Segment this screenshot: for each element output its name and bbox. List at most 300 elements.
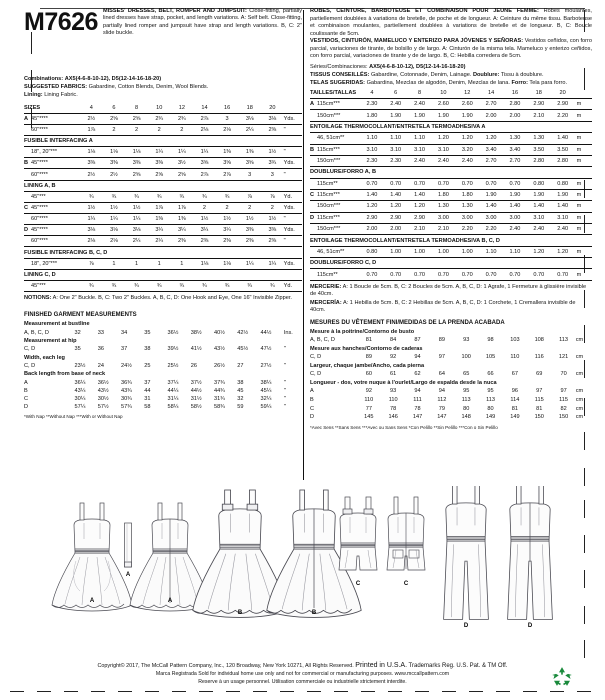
- yardage-cell: 3¼: [223, 227, 231, 234]
- table-section-row: [24, 182, 302, 191]
- yardage-cell: 3.10: [414, 146, 426, 153]
- yardage-cell: 2.00: [509, 112, 521, 119]
- size-header-cell: 8: [418, 89, 422, 96]
- row-label: [310, 192, 360, 201]
- english-description: [103, 8, 302, 37]
- yardage-cell: 2⅜: [177, 238, 186, 245]
- yardage-cell: 3.10: [557, 214, 569, 221]
- measurement-cell: 39½: [167, 346, 179, 353]
- size-header-cell: 10: [156, 104, 163, 111]
- fabric-width: 115cm***: [317, 192, 340, 199]
- row-label: D: [24, 404, 29, 411]
- yardage-cell: ¾: [88, 283, 94, 290]
- finished-measurement-table: [310, 336, 592, 345]
- yardage-cell: 2.40: [414, 101, 426, 108]
- yardage-cell: 2.40: [461, 158, 473, 165]
- yardage-cell: 1⅞: [177, 204, 186, 211]
- yardage-cell: 2.10: [414, 226, 426, 233]
- yardage-cell: 1.90: [533, 192, 545, 199]
- measurement-cell: 43¾: [121, 387, 132, 394]
- table-row: [24, 283, 302, 292]
- view-letter: A: [310, 101, 315, 108]
- measurement-group-label: Measurement at bustline: [24, 321, 90, 328]
- yardage-cell: 1: [157, 260, 161, 267]
- yardage-cell: 3.10: [533, 214, 545, 221]
- measurement-cell: 69: [536, 371, 543, 378]
- fabric-width: 115cm***: [317, 214, 340, 221]
- measurement-cell: 94: [414, 354, 421, 361]
- yardage-cell: ¾: [156, 193, 162, 200]
- yardage-cell: 1⅞: [87, 126, 96, 133]
- notions-block: [24, 295, 302, 303]
- measurement-cell: 36: [97, 346, 105, 353]
- yardage-cell: 0.70: [557, 271, 569, 278]
- yardage-cell: 1⅛: [200, 260, 209, 267]
- yardage-cell: 1.20: [437, 135, 449, 142]
- yardage-cell: 1⅛: [223, 260, 231, 267]
- measurement-cell: 66: [487, 371, 494, 378]
- yardage-cell: 0.70: [437, 180, 449, 187]
- fabric-width: 45"***: [31, 193, 46, 200]
- yardage-cell: 3.10: [390, 146, 402, 153]
- yardage-cell: 3⅜: [110, 160, 118, 167]
- garment-illustrations-svg: [0, 486, 605, 636]
- yardage-cell: 3.50: [533, 146, 545, 153]
- row-label: [24, 149, 80, 158]
- measurement-cell: 100: [461, 354, 471, 361]
- yardage-cell: 3⅜: [268, 227, 277, 234]
- yardage-cell: 3½: [177, 160, 186, 167]
- fabric-width: 45"****: [31, 115, 48, 122]
- table-section-row: [310, 124, 592, 133]
- table-row: [24, 387, 302, 395]
- yardage-cell: 1¼: [268, 260, 277, 267]
- measurement-cell: 108: [534, 337, 544, 344]
- measurement-cell: 93: [390, 388, 397, 395]
- view-letter: D: [24, 227, 29, 234]
- yardage-cell: 1¼: [155, 149, 164, 156]
- unit-cell: Ins.: [283, 329, 293, 336]
- yardage-cell: 1.20: [533, 248, 545, 255]
- measurement-cell: 32¼: [260, 396, 272, 403]
- yardage-cell: 1¼: [245, 260, 254, 267]
- row-label: [24, 260, 80, 269]
- measurement-cell: 150: [558, 414, 569, 421]
- yardage-cell: 2⅞: [223, 171, 231, 178]
- table-row: [310, 405, 592, 414]
- measurement-group-label: Mesure à la poitrine/Contorno de busto: [310, 328, 415, 335]
- yardage-cell: 2.90: [414, 214, 426, 221]
- section-label: DOUBLURE/FORRO C, D: [310, 260, 377, 267]
- measurement-cell: 116: [534, 354, 544, 361]
- unit-cell: ": [283, 379, 286, 386]
- view-letter: B: [310, 146, 315, 153]
- row-label: [310, 271, 360, 280]
- yardage-cell: 2⅜: [268, 238, 277, 245]
- size-header-cell: 18: [246, 104, 253, 111]
- yardage-cell: 1.10: [414, 135, 426, 142]
- unit-cell: m: [576, 203, 582, 210]
- merceria-text: A: 1 Hebilla de 5cm. B, C: 2 Hebillas de 5cm. A, B, C, D: 1 Corchete, 1 Cremallera invisible de 40cm.: [310, 299, 576, 314]
- unit-cell: m: [576, 180, 582, 187]
- measurement-cell: 77: [365, 405, 372, 412]
- yardage-cell: 0.70: [414, 271, 426, 278]
- yardage-cell: 1.10: [509, 248, 521, 255]
- measurement-cell: 81: [511, 405, 518, 412]
- view-letter: B: [24, 160, 29, 167]
- section-label: LINING C, D: [24, 271, 56, 278]
- yardage-cell: 1.40: [390, 192, 402, 199]
- yardage-cell: 3: [225, 115, 229, 122]
- measurement-cell: 27: [237, 363, 244, 370]
- mercerie-text: A: 1 Boucle de 5cm. B, C: 2 Boucles de 5cm. A, B, C, D: 1 Agrafe, 1 Fermeture à glissière invisible de 40cm.: [310, 283, 587, 298]
- measurement-cell: 57½: [97, 404, 109, 411]
- unit-cell: Yds.: [283, 115, 295, 122]
- yardage-cell: 3⅜: [245, 227, 254, 234]
- combinations-block: [24, 75, 302, 99]
- yardage-cell: ⅞: [247, 193, 253, 200]
- fabric-width: 150cm***: [317, 158, 341, 165]
- yardage-cell: 3.10: [437, 146, 449, 153]
- yardage-cell: 2.00: [485, 112, 497, 119]
- yardage-cell: 1½: [223, 216, 231, 223]
- table-row: [24, 127, 302, 136]
- yardage-cell: 2.20: [461, 226, 473, 233]
- measurement-cell: 44½: [260, 329, 272, 336]
- yardage-cell: 1½: [200, 216, 209, 223]
- illustration-jumpsuit-d-front: [444, 486, 489, 619]
- fabric-width: 115cm**: [317, 180, 338, 187]
- measurement-cell: 92: [390, 354, 397, 361]
- measurement-cell: 37: [121, 346, 128, 353]
- yardage-cell: 2½: [87, 171, 96, 178]
- unit-cell: m: [576, 192, 582, 199]
- yardage-cell: 1¼: [200, 149, 209, 156]
- table-row: [24, 205, 302, 214]
- footer-line-1: [0, 662, 605, 670]
- table-row: [24, 115, 302, 124]
- yardage-cell: 1.40: [509, 203, 521, 210]
- table-row: [310, 226, 592, 235]
- fabric-width: 115cm***: [317, 146, 340, 153]
- yardage-cell: 2.70: [485, 101, 497, 108]
- yardage-cell: ¾: [134, 193, 139, 200]
- fabric-width: 60"****: [31, 238, 48, 245]
- size-header-cell: 6: [394, 89, 398, 96]
- forro-label: Forro:: [511, 79, 528, 86]
- yardage-cell: 1⅛: [132, 149, 141, 156]
- fabric-width: 150cm***: [317, 226, 341, 233]
- measurement-cell: 30½: [97, 396, 109, 403]
- yardage-cell: 2.00: [366, 226, 378, 233]
- yardage-cell: ¾: [156, 283, 162, 290]
- mercerie-label: MERCERIE:: [310, 283, 342, 290]
- table-section-row: [310, 237, 592, 246]
- yardage-cell: 1.80: [366, 112, 378, 119]
- view-letter: C: [310, 192, 315, 199]
- yardage-cell: 1⅛: [87, 149, 96, 156]
- table-section-row: [24, 138, 302, 147]
- footer-line-3: Reserve à un usage personnel. Utilisation commerciale ou industrielle strictement interdite.: [198, 679, 407, 685]
- heading-row: [24, 8, 302, 37]
- combinations-line: [24, 75, 302, 83]
- measurement-cell: 113: [559, 337, 569, 344]
- row-label: [24, 227, 80, 236]
- printed-in-usa: Printed in U.S.A.: [355, 662, 408, 669]
- english-column: [24, 8, 302, 420]
- yardage-cell: 1.40: [557, 203, 569, 210]
- yardage-cell: 3⅝: [245, 160, 254, 167]
- table-row: [24, 260, 302, 269]
- measurement-cell: 24½: [121, 363, 132, 370]
- finished-measurement-table: [310, 387, 592, 421]
- measurement-cell: 60: [365, 371, 372, 378]
- table-row: [310, 396, 592, 405]
- measurement-cell: 30¼: [74, 396, 86, 403]
- yardage-cell: 0.80: [366, 248, 378, 255]
- table-row: [310, 271, 592, 280]
- measurement-cell: 32: [237, 396, 244, 403]
- yardage-cell: 1.40: [366, 192, 378, 199]
- yardage-cell: 1½: [132, 204, 141, 211]
- measurement-cell: 149: [510, 414, 520, 421]
- yardage-cell: 3.40: [485, 146, 497, 153]
- unit-cell: m: [576, 146, 582, 153]
- yardage-cell: 2.70: [509, 158, 521, 165]
- measurement-cell: 33: [97, 329, 105, 336]
- yardage-cell: 3⅜: [155, 160, 164, 167]
- yardage-cell: 2⅛: [87, 238, 96, 245]
- unit-cell: m: [576, 226, 582, 233]
- footer-line-2: Marca Registrada Sold for individual home use only and not for commercial or manufacturing purposes. www.mccallpattern.com: [155, 671, 450, 677]
- table-row: [24, 238, 302, 247]
- table-row: [310, 180, 592, 189]
- table-row: [310, 101, 592, 110]
- view-label-a2: A: [167, 598, 173, 604]
- finished-measurements-metric: [310, 319, 592, 431]
- yardage-cell: 2.80: [557, 158, 569, 165]
- doublure-label: Doublure:: [472, 71, 500, 78]
- yardage-cell: 2: [270, 204, 274, 211]
- yardage-cell: 1.30: [437, 203, 449, 210]
- spanish-body: Vestidos ceñidos, con forro parcial, variaciones de tirante, de bolsillo y de largo. A: Cinturón de la misma tela. Mameluco y enterizo ceñidos, con forro parcial, variaciones de tirante y de de largo. B, C: Hebilla corredera de 5cm.: [310, 38, 592, 59]
- unit-cell: ": [283, 126, 286, 133]
- yardage-cell: 0.70: [485, 180, 497, 187]
- notions-text: A: One 2" Buckle. B, C: Two 2" Buckles. A, B, C, D: One Hook and Eye, One 16" Invisible Zipper.: [52, 294, 292, 301]
- yardage-cell: 3⅜: [132, 160, 141, 167]
- measurement-cell: 36¾: [121, 379, 132, 386]
- yardage-cell: 2⅝: [132, 171, 141, 178]
- yardage-cell: 1¼: [87, 216, 96, 223]
- measurement-cell: 58¾: [214, 404, 225, 411]
- unit-cell: m: [576, 112, 582, 119]
- finished-title: FINISHED GARMENT MEASUREMENTS: [24, 312, 137, 319]
- lining-line: [24, 91, 302, 99]
- yardage-cell: 2.90: [557, 101, 569, 108]
- measurement-cell: 31½: [190, 396, 202, 403]
- illustration-jumpsuit-d-back: [508, 486, 553, 619]
- row-label: A: [24, 379, 28, 386]
- yardage-cell: 3⅝: [200, 160, 209, 167]
- measurement-cell: 110: [364, 396, 374, 403]
- doublure-value: Tissu à doublure.: [500, 71, 544, 78]
- measurement-cell: 58: [144, 404, 151, 411]
- yardage-cell: 2: [112, 126, 116, 133]
- yardage-cell: 1.20: [557, 248, 569, 255]
- lining-label: Lining:: [24, 92, 43, 99]
- illustration-dress-a-front: [52, 503, 132, 611]
- table-header-row: [310, 90, 592, 99]
- yardage-cell: 1⅛: [110, 149, 118, 156]
- fabric-width: 18", 20"***: [31, 149, 58, 156]
- row-label: C, D: [310, 371, 322, 378]
- table-row: [310, 146, 592, 155]
- unit-cell: cm: [575, 414, 584, 421]
- footer: [0, 662, 605, 686]
- size-header-cell: 12: [464, 89, 471, 96]
- pattern-number: M7626: [24, 8, 98, 36]
- measurement-cell: 57¾: [121, 404, 132, 411]
- combinations-value-fr: AX5(4-6-8-10-12), D5(12-14-16-18-20): [369, 63, 466, 70]
- measurement-group-label: Back length from base of neck: [24, 371, 106, 378]
- table-row: [24, 329, 302, 337]
- info-columns: [0, 8, 605, 483]
- finished-measurements-imperial: [24, 311, 302, 420]
- measurement-cell: 40½: [214, 329, 225, 336]
- fabric-width: 115cm***: [317, 101, 340, 108]
- table-row: [24, 345, 302, 353]
- yardage-cell: 1: [180, 260, 184, 267]
- yardage-cell: 1.90: [414, 112, 426, 119]
- yardage-cell: ¾: [88, 193, 94, 200]
- mercerie-block: [310, 284, 592, 299]
- measurement-cell: 97: [560, 388, 567, 395]
- measurement-cell: 36¼: [74, 379, 86, 386]
- measurement-cell: 59: [237, 404, 244, 411]
- size-header-cell: 18: [535, 89, 542, 96]
- yardage-cell: 2½: [87, 115, 96, 122]
- table-row: [310, 192, 592, 201]
- yardage-cell: ¾: [247, 283, 253, 290]
- measurement-cell: 121: [558, 354, 569, 361]
- yardage-cell: 3.40: [509, 146, 521, 153]
- measurement-cell: 37½: [190, 379, 202, 386]
- yardage-cell: 2⅝: [155, 171, 164, 178]
- unit-cell: m: [576, 101, 582, 108]
- metric-yardage-table: [310, 90, 592, 283]
- yardage-table-body: [24, 104, 302, 294]
- yardage-cell: 1.40: [485, 203, 497, 210]
- yardage-cell: 2.10: [533, 112, 545, 119]
- table-header-label: TAILLES/TALLAS: [310, 89, 357, 96]
- yardage-cell: 2.10: [437, 226, 449, 233]
- english-body: Close-fitting, partially lined dresses have strap, pocket, and length variations. A: Self belt. Close-fitting, partially lined romper and jumpsuit have strap and length variations. B, C: 2" slide buckle.: [102, 8, 302, 36]
- measurement-cell: 145: [364, 414, 374, 421]
- yardage-cell: 0.70: [390, 180, 402, 187]
- yardage-cell: 3.20: [461, 146, 473, 153]
- yardage-cell: 3¼: [155, 227, 164, 234]
- yardage-cell: 2⅜: [245, 238, 254, 245]
- row-label: [24, 193, 80, 202]
- yardage-cell: 1.20: [461, 135, 473, 142]
- yardage-cell: ¾: [111, 283, 117, 290]
- table-section-row: [24, 272, 302, 281]
- table-section-row: [24, 249, 302, 258]
- yardage-cell: 3.00: [485, 214, 497, 221]
- section-label: ENTOILAGE THERMOCOLLANT/ENTRETELA TERMOADHESIVA B, C, D: [310, 237, 500, 244]
- yardage-cell: 0.80: [557, 180, 569, 187]
- yardage-cell: 1½: [87, 204, 96, 211]
- fabric-width: 150cm***: [317, 112, 341, 119]
- yardage-cell: 1.40: [533, 203, 545, 210]
- measurement-cell: 42½: [237, 329, 249, 336]
- yardage-cell: 1⅜: [223, 149, 231, 156]
- measurement-cell: 37: [144, 379, 151, 386]
- fabric-width: 150cm***: [317, 203, 341, 210]
- measurement-cell: 38¼: [260, 379, 272, 386]
- row-label: C, D: [24, 363, 36, 370]
- finished-groups-metric: [310, 328, 592, 422]
- size-header-cell: 20: [269, 104, 276, 111]
- table-row: [24, 227, 302, 236]
- measurement-cell: 27½: [260, 363, 272, 370]
- finished-measurement-table: [24, 379, 302, 412]
- yardage-cell: 2¾: [177, 115, 186, 122]
- yardage-cell: 1½: [110, 204, 118, 211]
- combinations-value: AX5(4-6-8-10-12), D5(12-14-16-18-20): [64, 76, 162, 83]
- row-label: [310, 135, 360, 144]
- measurement-cell: 45¼: [260, 387, 272, 394]
- table-row: [310, 387, 592, 396]
- row-label: [310, 214, 360, 223]
- yardage-cell: 2⅜: [268, 126, 277, 133]
- measurement-cell: 115: [534, 396, 544, 403]
- fabric-width: 46, 51cm**: [317, 248, 345, 255]
- row-label: [310, 112, 360, 121]
- yardage-cell: 2¾: [155, 115, 164, 122]
- table-row: [24, 149, 302, 158]
- measurement-cell: 37¼: [167, 379, 179, 386]
- yardage-cell: 1¼: [132, 216, 141, 223]
- merceria-label: MERCERÍA:: [310, 299, 342, 306]
- row-label: [24, 160, 80, 169]
- measurement-cell: 43½: [97, 387, 109, 394]
- yardage-cell: ¾: [269, 283, 275, 290]
- yardage-cell: 0.70: [461, 271, 473, 278]
- measurement-group-label: Width, each leg: [24, 354, 65, 361]
- register-tick: [584, 640, 585, 658]
- yardage-cell: 2.60: [461, 101, 473, 108]
- yardage-cell: 3.50: [557, 146, 569, 153]
- unit-cell: Yds.: [283, 260, 295, 267]
- section-label: LINING A, B: [24, 182, 56, 189]
- measurement-cell: 148: [461, 414, 471, 421]
- yardage-cell: ¾: [202, 193, 207, 200]
- row-label: A, B, C, D: [24, 329, 49, 336]
- yardage-cell: 2.40: [557, 226, 569, 233]
- table-row: [24, 171, 302, 180]
- yardage-cell: 2⅝: [110, 115, 118, 122]
- measurement-cell: 97: [536, 388, 543, 395]
- yardage-cell: 3: [248, 171, 252, 178]
- yardage-cell: 2.60: [437, 101, 449, 108]
- yardage-cell: 3.00: [509, 214, 521, 221]
- measurement-cell: 44½: [190, 387, 202, 394]
- view-letter: C: [24, 204, 29, 211]
- measurement-cell: 62: [414, 371, 421, 378]
- merceria-block: [310, 300, 592, 315]
- yardage-cell: 1.90: [509, 192, 521, 199]
